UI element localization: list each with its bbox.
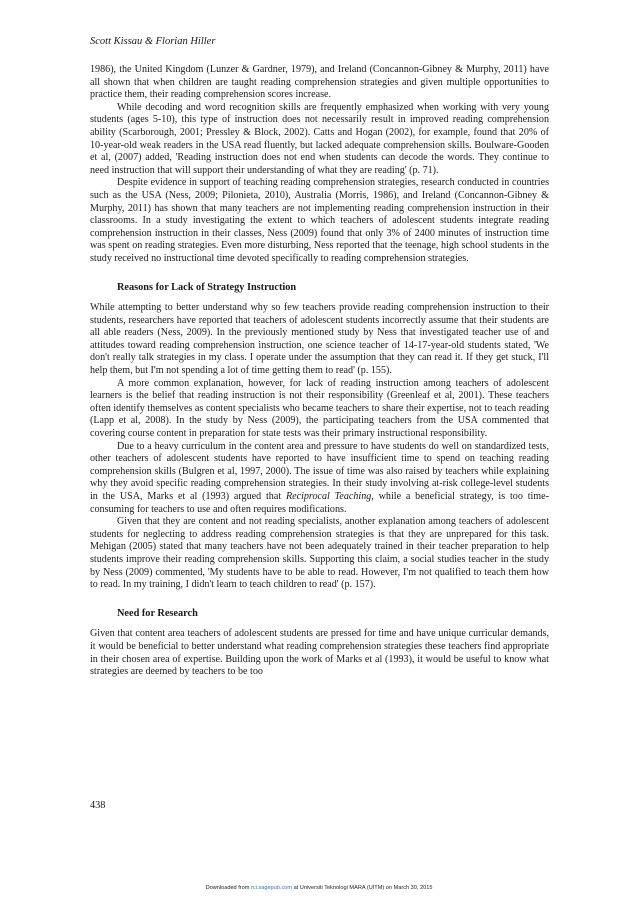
paragraph: A more common explanation, however, for lack of reading instruction among teachers of adolescent learners is the belief that reading instruction is not their responsibility (Greenleaf et al, 2001). These teachers often identify themselves as content specialists who became teachers to share their expertise, not to teach reading (Lapp et al, 2008). In the study by Ness (2009), the participating teachers from the USA commented that covering course content in preparation for state tests was their primary instructional responsibility.: [90, 377, 549, 440]
article-body: [90, 64, 549, 679]
page-number: 438: [90, 800, 106, 811]
paragraph-continuation: 1986), the United Kingdom (Lunzer & Gardner, 1979), and Ireland (Concannon-Gibney & Murphy, 2011) have all shown that when children are taught reading comprehension strategies and given multiple opportunities to practice them, their reading comprehension scores increase.: [90, 64, 549, 101]
paragraph: Despite evidence in support of teaching reading comprehension strategies, research conducted in countries such as the USA (Ness, 2009; Pilonieta, 2010), Australia (Morris, 1986), and Ireland (Concannon-Gibney & Murphy, 2011) has shown that many teachers are not implementing reading comprehension instruction in their classrooms. In a study investigating the extent to which teachers of adolescent students integrate reading comprehension instruction in their classes, Ness (2009) found that only 3% of 2400 minutes of instruction time was spent on reading strategies. Even more disturbing, Ness reported that the teenage, high school students in the study received no instructional time devoted specifically to reading comprehension strategies.: [90, 177, 549, 264]
paragraph: Given that they are content and not reading specialists, another explanation among teachers of adolescent students for neglecting to address reading comprehension strategies is that they are unprepared for this task. Mehigan (2005) stated that many teachers have not been adequately trained in their teacher preparation to help students improve their reading comprehension skills. Supporting this claim, a social studies teacher in the study by Ness (2009) commented, 'My students have to be able to read. However, I'm not qualified to teach them how to read. In my training, I didn't learn to teach children to read' (p. 157).: [90, 516, 549, 591]
paragraph-text: Due to a heavy curriculum in the content area and pressure to have students do well on standardized tests, other teachers of adolescent students have reported to have insufficient time to spend on teaching reading comprehension skills (Bulgren et al, 1997, 2000). The issue of time was also raised by teachers while explaining why they avoid specific reading comprehension strategies. In their study involving at-risk college-level students in the USA, Marks et al (1993) argued that: [90, 440, 549, 502]
section-heading: Need for Research: [117, 607, 198, 619]
footer-suffix: at Universiti Teknologi MARA (UITM) on March 30, 2015: [292, 885, 433, 891]
paragraph: While attempting to better understand why so few teachers provide reading comprehension instruction to their students, researchers have reported that teachers of adolescent students incorrectly assume that their students are all able readers (Ness, 2009). In the previously mentioned study by Ness that investigated teacher use of and attitudes toward reading comprehension instruction, one science teacher of 14-17-year-old students stated, 'We don't really talk strategies in my class. I operate under the assumption that they can read it. If they get stuck, I'll help them, but I'm not spending a lot of time getting them to read' (p. 155).: [90, 302, 549, 377]
italic-term: Reciprocal Teaching,: [285, 491, 374, 502]
footer-link[interactable]: rci.sagepub.com: [250, 885, 293, 891]
running-head: Scott Kissau & Florian Hiller: [90, 36, 216, 47]
paragraph-text: while a beneficial strategy, is too time-consuming for teachers to use and often requires modifications.: [90, 491, 549, 515]
paragraph: [90, 441, 549, 517]
section-heading: Reasons for Lack of Strategy Instruction: [117, 281, 297, 293]
paragraph: Given that content area teachers of adolescent students are pressed for time and have unique curricular demands, it would be beneficial to better understand what reading comprehension strategies these teachers find appropriate in their chosen area of expertise. Building upon the work of Marks et al (1993), it would be useful to know what strategies are deemed by teachers to be too: [90, 628, 549, 678]
paragraph: While decoding and word recognition skills are frequently emphasized when working with very young students (ages 5-10), this type of instruction does not necessarily result in improved reading comprehension ability (Scarborough, 2001; Pressley & Block, 2002). Catts and Hogan (2002), for example, found that 20% of 10-year-old weak readers in the USA read fluently, but lacked adequate comprehension skills. Boulware-Gooden et al, (2007) added, 'Reading instruction does not end when students can decode the words. They continue to need instruction that will support their understanding of what they are reading' (p. 71).: [90, 101, 549, 176]
download-footer: [0, 885, 638, 891]
footer-prefix: Downloaded from: [205, 885, 251, 891]
